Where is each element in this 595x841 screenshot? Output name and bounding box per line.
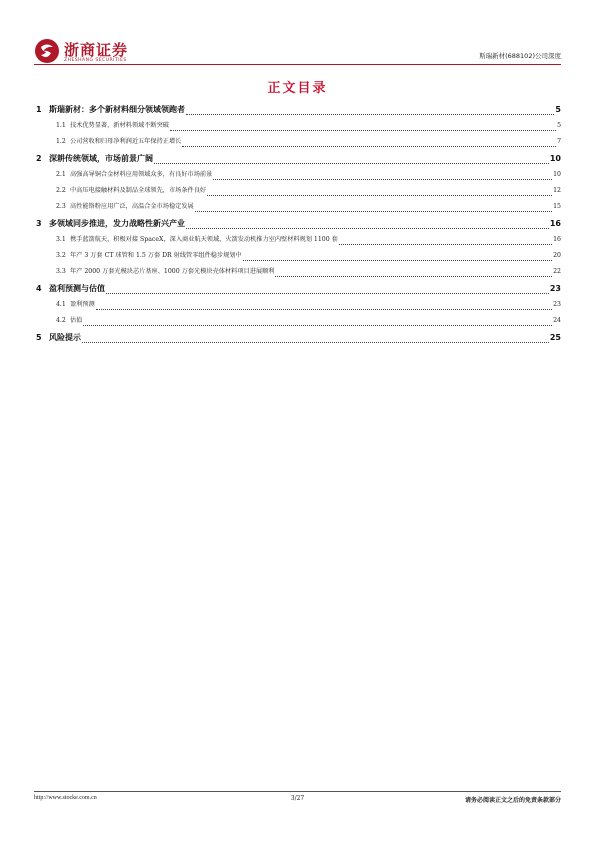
toc-entry-title: 公司营收和归母净利润近五年保持正增长 <box>70 138 182 145</box>
toc-chapter-entry[interactable] <box>34 329 561 346</box>
toc-entry-page: 15 <box>553 203 561 210</box>
table-of-contents <box>34 101 561 346</box>
toc-entry-number: 3.3 <box>56 268 66 275</box>
toc-entry-page: 25 <box>549 333 561 342</box>
toc-entry-title: 高性能铬粉应用广泛，高温合金市场稳定发展 <box>70 203 194 210</box>
toc-section-entry[interactable] <box>34 297 561 313</box>
toc-section-entry[interactable] <box>34 264 561 280</box>
toc-section-entry[interactable] <box>34 118 561 134</box>
toc-dot-leader <box>207 195 552 196</box>
toc-entry-page: 5 <box>555 105 561 114</box>
toc-section-entry[interactable] <box>34 167 561 183</box>
toc-entry-page: 22 <box>553 268 561 275</box>
toc-entry-page: 20 <box>553 252 561 259</box>
toc-entry-title: 年产 3 万套 CT 球管和 1.5 万套 DR 射线管零组件稳步规划中 <box>70 252 242 259</box>
toc-dot-leader <box>182 146 556 147</box>
toc-dot-leader <box>275 276 552 277</box>
toc-entry-title: 技术优势显著，新材料领域不断突破 <box>70 122 169 129</box>
toc-dot-leader <box>96 309 552 310</box>
toc-dot-leader <box>170 130 556 131</box>
toc-section-entry[interactable] <box>34 134 561 150</box>
toc-entry-page: 5 <box>557 122 561 129</box>
toc-dot-leader <box>339 244 552 245</box>
toc-entry-number: 2 <box>36 154 42 163</box>
toc-section-entry[interactable] <box>34 313 561 329</box>
page-title: 正文目录 <box>267 81 328 96</box>
toc-entry-page: 10 <box>553 171 561 178</box>
toc-entry-page: 16 <box>553 236 561 243</box>
toc-entry-title: 中高压电接触材料及制品全球领先，市场条件良好 <box>70 187 207 194</box>
toc-section-entry[interactable] <box>34 232 561 248</box>
toc-entry-page: 23 <box>549 284 561 293</box>
toc-dot-leader <box>195 211 552 212</box>
toc-dot-leader <box>154 163 549 164</box>
toc-section-entry[interactable] <box>34 248 561 264</box>
toc-dot-leader <box>186 114 554 115</box>
toc-entry-title: 年产 2000 万套光模块芯片基座、1000 万套光模块壳体材料项目进展顺利 <box>70 268 275 275</box>
zheshang-logo-icon <box>34 38 60 64</box>
toc-entry-number: 1.1 <box>56 122 66 129</box>
toc-section-entry[interactable] <box>34 199 561 215</box>
toc-entry-number: 3.1 <box>56 236 66 243</box>
toc-entry-title: 多领域同步推进，发力战略性新兴产业 <box>49 219 185 228</box>
toc-entry-number: 1 <box>36 105 42 114</box>
toc-entry-title: 风险提示 <box>49 333 81 342</box>
toc-entry-number: 4 <box>36 284 42 293</box>
logo-chinese-name: 浙商证券 <box>64 41 129 59</box>
report-label: 斯瑞新材(688102)公司深度 <box>479 52 561 60</box>
toc-entry-number: 4.2 <box>56 317 66 324</box>
toc-entry-page: 24 <box>553 317 561 324</box>
toc-entry-number: 2.2 <box>56 187 66 194</box>
toc-dot-leader <box>106 293 549 294</box>
header-divider <box>34 64 561 65</box>
toc-entry-number: 5 <box>36 333 42 342</box>
toc-entry-title: 高强高导铜合金材料应用领域众多，有良好市场前景 <box>70 171 213 178</box>
toc-entry-page: 7 <box>557 138 561 145</box>
toc-entry-title: 深耕传统领域，市场前景广阔 <box>49 154 153 163</box>
toc-entry-title: 估值 <box>70 317 83 324</box>
toc-entry-number: 2.1 <box>56 171 66 178</box>
toc-dot-leader <box>213 179 552 180</box>
page-header <box>34 30 561 64</box>
toc-dot-leader <box>83 325 552 326</box>
toc-entry-page: 10 <box>549 154 561 163</box>
toc-dot-leader <box>243 260 552 261</box>
page-number: 3/27 <box>290 795 305 802</box>
footer-url[interactable]: http://www.stocke.com.cn <box>34 795 97 801</box>
toc-chapter-entry[interactable] <box>34 150 561 167</box>
toc-chapter-entry[interactable] <box>34 280 561 297</box>
toc-entry-page: 23 <box>553 301 561 308</box>
toc-chapter-entry[interactable] <box>34 101 561 118</box>
toc-entry-number: 4.1 <box>56 301 66 308</box>
toc-entry-title: 携手蓝箭航天，积极对接 SpaceX，深入商业航天领域，火箭发动机推力室内壁材料规划 1100 套 <box>70 236 338 243</box>
toc-entry-page: 12 <box>553 187 561 194</box>
page-footer <box>34 791 561 804</box>
toc-entry-number: 2.3 <box>56 203 66 210</box>
toc-entry-title: 盈利预测与估值 <box>49 284 105 293</box>
toc-entry-title: 斯瑞新材：多个新材料细分领域领跑者 <box>49 105 185 114</box>
toc-entry-number: 3.2 <box>56 252 66 259</box>
toc-entry-number: 1.2 <box>56 138 66 145</box>
toc-entry-page: 16 <box>549 219 561 228</box>
toc-chapter-entry[interactable] <box>34 215 561 232</box>
toc-entry-number: 3 <box>36 219 42 228</box>
toc-entry-title: 盈利预测 <box>70 301 95 308</box>
toc-dot-leader <box>186 228 549 229</box>
toc-section-entry[interactable] <box>34 183 561 199</box>
disclaimer-notice: 请务必阅读正文之后的免责条款部分 <box>464 797 561 804</box>
logo-english-name: ZHESHANG SECURITIES <box>64 58 127 63</box>
toc-dot-leader <box>82 342 549 343</box>
